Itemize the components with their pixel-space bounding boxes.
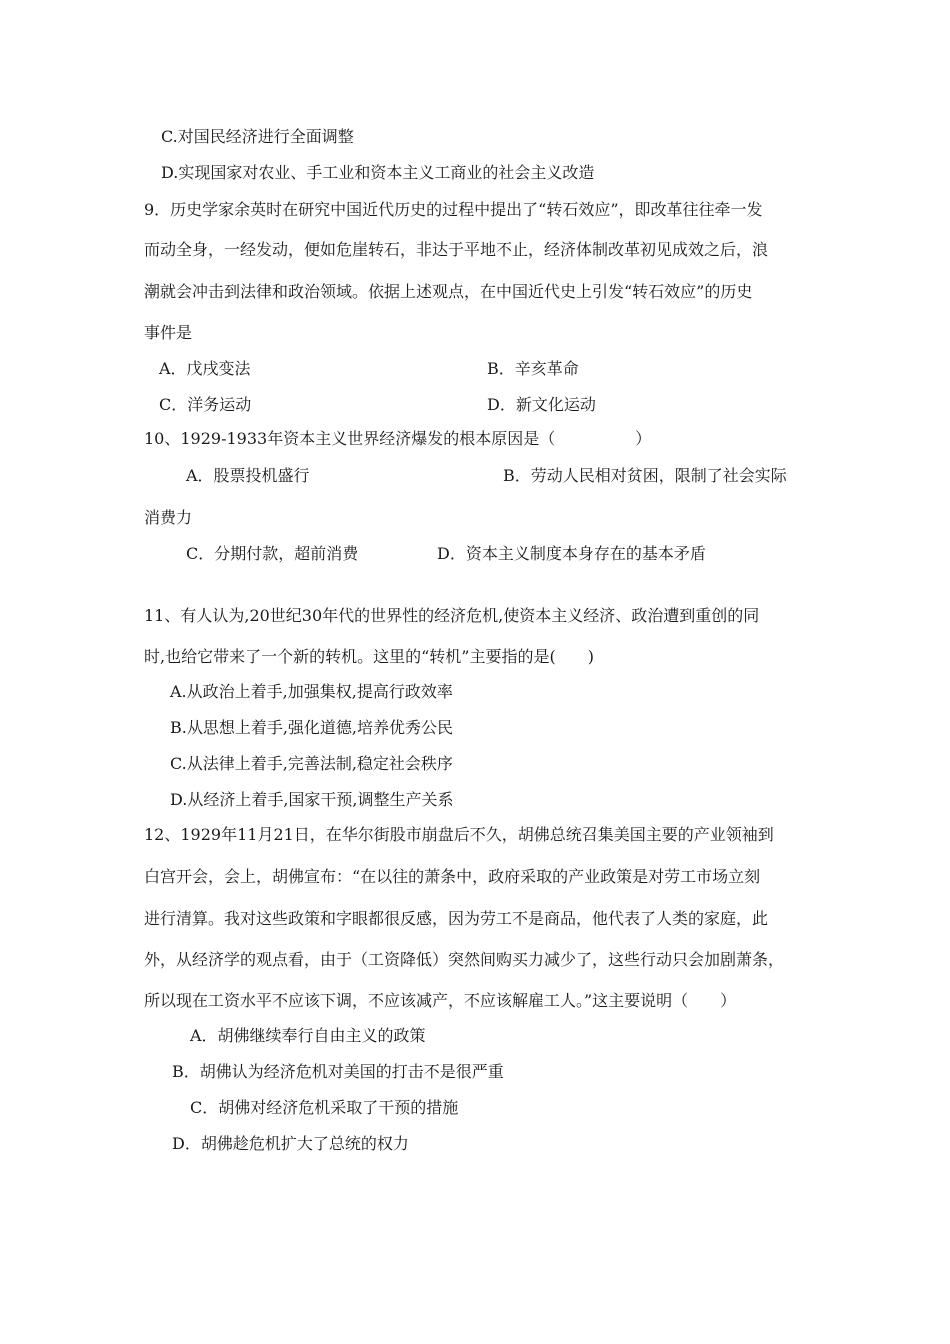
q12-option-c: C．胡佛对经济危机采取了干预的措施 <box>190 1098 459 1117</box>
q10-option-b-continued: 消费力 <box>144 508 193 527</box>
q12-stem-line-2: 白宫开会，会上，胡佛宣布：“在以往的萧条中，政府采取的产业政策是对劳工市场立刻 <box>144 867 761 886</box>
q10-option-d: D．资本主义制度本身存在的基本矛盾 <box>437 544 706 563</box>
q9-stem-line-4: 事件是 <box>144 323 193 342</box>
q12-stem-line-3: 进行清算。我对这些政策和字眼都很反感，因为劳工不是商品，他代表了人类的家庭，此 <box>144 909 769 928</box>
q9-stem-line-1: 9．历史学家余英时在研究中国近代历史的过程中提出了“转石效应”，即改革往往牵一发 <box>144 200 763 219</box>
q12-stem-line-5: 所以现在工资水平不应该下调，不应该减产，不应该解雇工人。”这主要说明（ ） <box>144 991 737 1010</box>
q11-stem-line-2: 时,也给它带来了一个新的转机。这里的“转机”主要指的是( ) <box>144 647 594 666</box>
q9-stem-line-2: 而动全身，一经发动，便如危崖转石，非达于平地不止，经济体制改革初见成效之后，浪 <box>144 240 769 259</box>
q9-option-b: B．辛亥革命 <box>487 359 579 378</box>
q12-option-d: D．胡佛趁危机扩大了总统的权力 <box>172 1134 409 1153</box>
q9-option-c: C．洋务运动 <box>159 395 252 414</box>
q11-option-c: C.从法律上着手,完善法制,稳定社会秩序 <box>170 754 453 773</box>
q11-option-a: A.从政治上着手,加强集权,提高行政效率 <box>170 682 453 701</box>
q9-option-d: D．新文化运动 <box>487 395 596 414</box>
q10-option-c: C．分期付款，超前消费 <box>186 544 359 563</box>
q11-option-d: D.从经济上着手,国家干预,调整生产关系 <box>170 790 454 809</box>
q10-stem: 10、1929-1933年资本主义世界经济爆发的根本原因是（ ） <box>144 429 652 448</box>
q10-option-b: B．劳动人民相对贫困，限制了社会实际 <box>503 466 787 485</box>
q11-stem-line-1: 11、有人认为,20世纪30年代的世界性的经济危机,使资本主义经济、政治遭到重创的同 <box>144 606 760 625</box>
q12-stem-line-4: 外，从经济学的观点看，由于（工资降低）突然间购买力减少了，这些行动只会加剧萧条， <box>144 950 785 969</box>
q12-option-a: A．胡佛继续奉行自由主义的政策 <box>190 1026 426 1045</box>
q12-stem-line-1: 12、1929年11月21日，在华尔街股市崩盘后不久，胡佛总统召集美国主要的产业领袖到 <box>144 825 774 844</box>
q8-option-c: C.对国民经济进行全面调整 <box>161 127 354 146</box>
q10-option-a: A．股票投机盛行 <box>186 466 310 485</box>
q9-stem-line-3: 潮就会冲击到法律和政治领域。依据上述观点，在中国近代史上引发“转石效应”的历史 <box>144 282 753 301</box>
q12-option-b: B．胡佛认为经济危机对美国的打击不是很严重 <box>172 1062 504 1081</box>
q8-option-d: D.实现国家对农业、手工业和资本主义工商业的社会主义改造 <box>161 163 595 182</box>
q9-option-a: A．戊戌变法 <box>159 359 251 378</box>
q11-option-b: B.从思想上着手,强化道德,培养优秀公民 <box>170 718 454 737</box>
